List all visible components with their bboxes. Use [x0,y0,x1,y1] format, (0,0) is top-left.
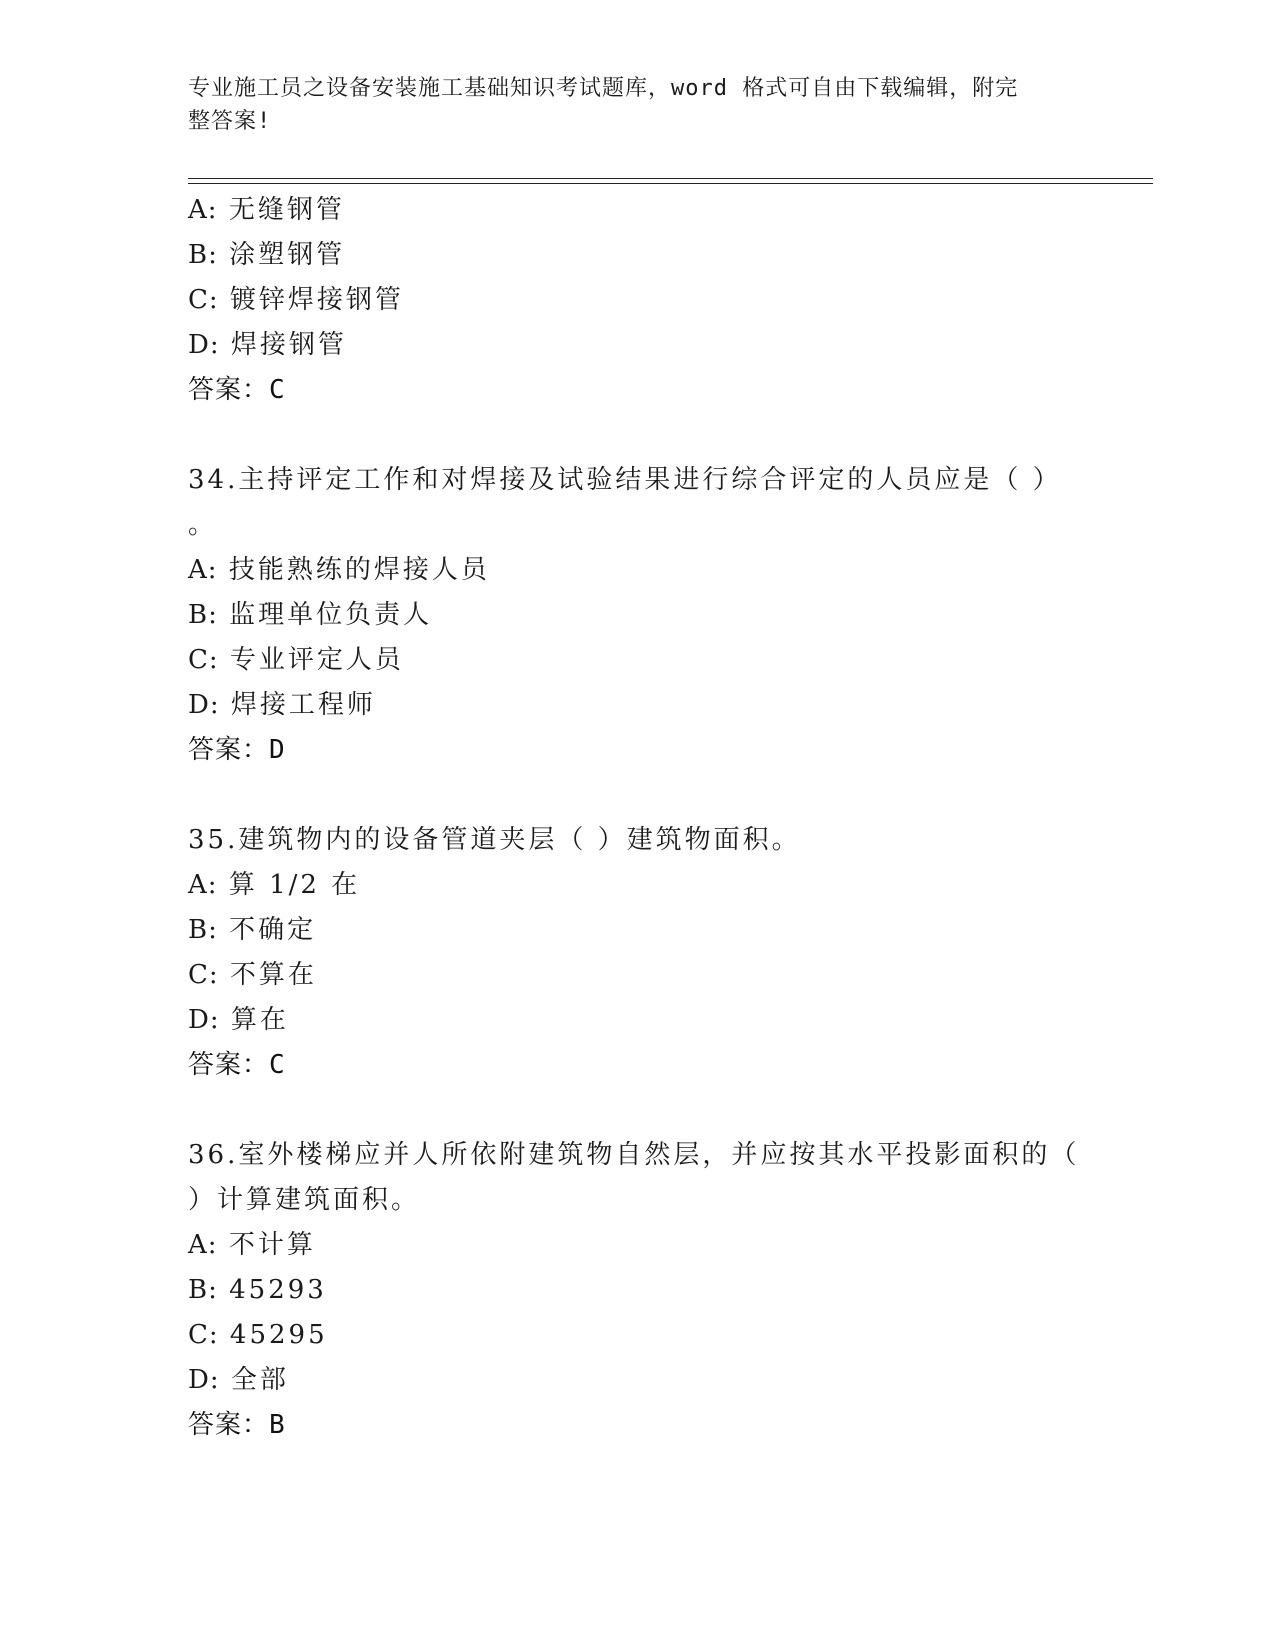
q34-answer: 答案：D [188,735,286,765]
document-header [188,72,1068,138]
q34-option-d: D: 焊接工程师 [188,690,376,720]
q34-stem-line-2: 。 [188,510,218,540]
q36-answer: 答案：B [188,1410,286,1440]
q35-option-a: A: 算 1/2 在 [188,870,361,900]
q36-option-c: C: 45295 [188,1320,328,1350]
q34-option-a: A: 技能熟练的焊接人员 [188,555,490,585]
q36-stem-line-2: ）计算建筑面积。 [188,1185,421,1215]
q35-option-b: B: 不确定 [188,915,317,945]
q33-option-b: B: 涂塑钢管 [188,240,346,270]
q36-option-d: D: 全部 [188,1365,289,1395]
q33-option-d: D: 焊接钢管 [188,330,347,360]
q34-option-c: C: 专业评定人员 [188,645,404,675]
q33-answer: 答案：C [188,375,286,405]
q35-stem-line-1: 35.建筑物内的设备管道夹层（ ）建筑物面积。 [188,825,801,855]
header-divider-bottom [188,183,1153,184]
q33-option-c: C: 镀锌焊接钢管 [188,285,404,315]
q36-stem-line-1: 36.室外楼梯应并人所依附建筑物自然层，并应按其水平投影面积的（ [188,1140,1080,1170]
header-divider-top [188,178,1153,179]
q35-option-d: D: 算在 [188,1005,289,1035]
q35-answer: 答案：C [188,1050,286,1080]
q36-option-b: B: 45293 [188,1275,327,1305]
header-line-2: 整答案! [188,109,272,134]
q35-option-c: C: 不算在 [188,960,317,990]
q34-stem-line-1: 34.主持评定工作和对焊接及试验结果进行综合评定的人员应是（ ） [188,465,1062,495]
q34-option-b: B: 监理单位负责人 [188,600,433,630]
q33-option-a: A: 无缝钢管 [188,195,345,225]
header-line-1: 专业施工员之设备安装施工基础知识考试题库，word 格式可自由下载编辑，附完 [188,76,1019,101]
q36-option-a: A: 不计算 [188,1230,316,1260]
